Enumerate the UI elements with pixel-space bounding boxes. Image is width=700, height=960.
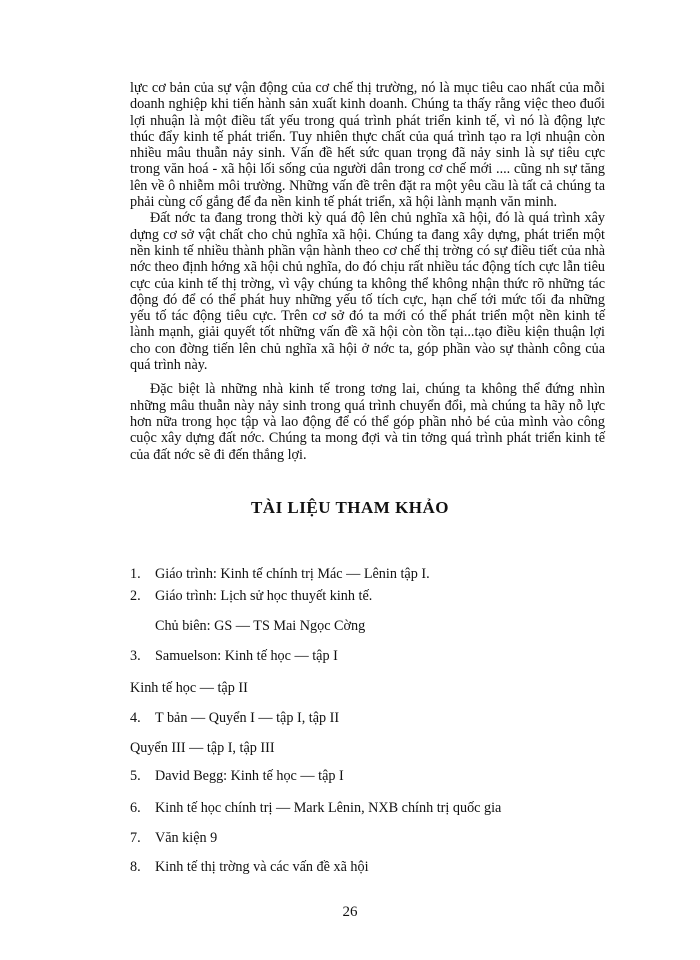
reference-text: Kinh tế thị trờng và các vấn đề xã hội xyxy=(155,859,369,875)
reference-item-6 xyxy=(130,800,501,817)
reference-text: Giáo trình: Kinh tế chính trị Mác — Lênin tập I. xyxy=(155,566,430,582)
body-text xyxy=(130,80,605,463)
reference-number: 8. xyxy=(130,859,141,875)
reference-text: Giáo trình: Lịch sử học thuyết kinh tế. xyxy=(155,588,373,604)
reference-item-5 xyxy=(130,768,344,785)
reference-text: Quyển III — tập I, tập III xyxy=(130,740,275,756)
reference-text: Văn kiện 9 xyxy=(155,830,218,846)
reference-text: David Begg: Kinh tế học — tập I xyxy=(155,768,344,784)
paragraph-2: Đất nớc ta đang trong thời kỳ quá độ lên chủ nghĩa xã hội, đó là quá trình xây dựng cơ sở vật chất cho chủ nghĩa xã hội. Chúng ta đang xây dựng, phát triển một nền kinh tế nhiều thành phần vận hành theo cơ chế thị trờng có sự điều tiết của nhà nớc theo định hớng xã hội chủ nghĩa, do đó chịu rất nhiều tác động tích cực lẫn tiêu cực của kinh tế thị trờng, vì vậy chúng ta không thể không nhận thức rõ những tác động đó để có thể phát huy những yếu tố tích cực, hạn chế tới mức tối đa những yếu tố tác động tiêu cực. Trên cơ sở đó ta mới có thể phát triển một nền kinh tế lành mạnh, giải quyết tốt những vấn đề xã hội còn tồn tại...tạo điều kiện thuận lợi cho con đờng tiến lên chủ nghĩa xã hội ở nớc ta, góp phần vào sự thành công của quá trình này. xyxy=(130,210,605,374)
reference-item-4-continued xyxy=(130,740,275,757)
reference-number: 1. xyxy=(130,566,141,582)
reference-number: 4. xyxy=(130,710,141,726)
reference-number: 3. xyxy=(130,648,141,664)
reference-text: Chủ biên: GS — TS Mai Ngọc Cờng xyxy=(155,618,366,634)
reference-text: Samuelson: Kinh tế học — tập I xyxy=(155,648,338,664)
reference-item-7 xyxy=(130,830,217,847)
reference-item-4 xyxy=(130,710,339,727)
reference-item-3-continued xyxy=(130,680,248,697)
reference-number: 7. xyxy=(130,830,141,846)
page-number: 26 xyxy=(342,904,358,920)
reference-item-2 xyxy=(130,588,372,605)
reference-item-8 xyxy=(130,859,369,876)
reference-item-1 xyxy=(130,566,430,583)
reference-number: 2. xyxy=(130,588,141,604)
reference-item-3 xyxy=(130,648,338,665)
reference-text: Kinh tế học chính trị — Mark Lênin, NXB chính trị quốc gia xyxy=(155,800,502,816)
reference-text: T bản — Quyển I — tập I, tập II xyxy=(155,710,340,726)
reference-number: 5. xyxy=(130,768,141,784)
references-heading: TÀI LIỆU THAM KHẢO xyxy=(250,498,450,517)
paragraph-1: lực cơ bản của sự vận động của cơ chế thị trường, nó là mục tiêu cao nhất của mỗi doanh nghiệp khi tiến hành sản xuất kinh doanh. Chúng ta thấy rằng việc theo đuổi lợi nhuận là một điều tất yếu trong quá trình phát triển kinh tế, vì nó là động lực thúc đẩy kinh tế phát triển. Tuy nhiên thực chất của quá trình tạo ra lợi nhuận còn nhiều mâu thuẫn nảy sinh. Vấn đề hết sức quan trọng đã nảy sinh là sự tiêu cực trong văn hoá - xã hội lối sống của người dân trong cơ chế mới .... cũng nh sự tăng lên về ô nhiễm môi trường. Những vấn đề trên đặt ra một yêu cầu là tất cả chúng ta phải cùng cố gắng để đa nền kinh tế phát triển, xã hội lành mạnh văn minh. xyxy=(130,80,605,211)
reference-number: 6. xyxy=(130,800,141,816)
reference-text: Kinh tế học — tập II xyxy=(130,680,248,696)
paragraph-3: Đặc biệt là những nhà kinh tế trong tơng lai, chúng ta không thể đứng nhìn những mâu thuẫn này nảy sinh trong quá trình chuyển đổi, mà chúng ta hãy nỗ lực hơn nữa trong học tập và lao động để có thể góp phần nhỏ bé của mình vào công cuộc xây dựng đất nớc. Chúng ta mong đợi và tin tởng quá trình phát triển kinh tế của đất nớc sẽ đi đến thắng lợi. xyxy=(130,381,605,463)
reference-item-2-editor xyxy=(155,618,365,635)
